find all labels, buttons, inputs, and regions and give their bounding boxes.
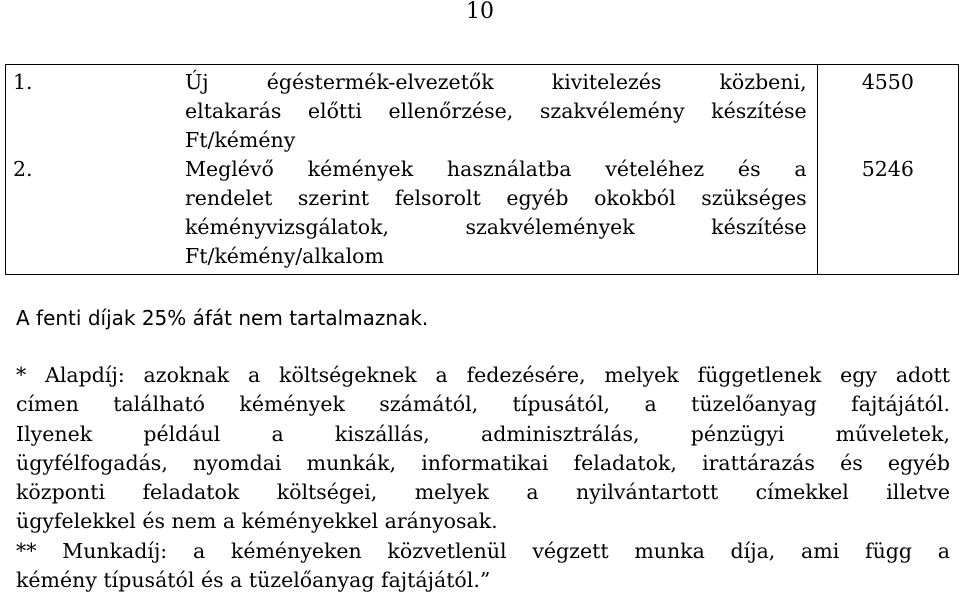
footnote-line: ügyfelekkel és nem a kéményekkel arányosak. (16, 509, 498, 534)
table-row (6, 65, 959, 275)
footnote-line: * Alapdíj: azoknak a költségeknek a fedezésére, melyek függetlenek egy adott (16, 363, 950, 387)
item-description (185, 155, 807, 271)
vat-note: A fenti díjak 25% áfát nem tartalmaznak. (16, 306, 429, 330)
item-number: 1. (13, 70, 33, 94)
price-value: 4550 (861, 70, 914, 94)
description-line: Ft/kémény (185, 128, 296, 152)
footnote-line: címen található kémények számától, típusától, a tüzelőanyag fajtájától. (16, 392, 950, 417)
fee-table (5, 64, 959, 275)
price-cell (817, 65, 958, 275)
description-line: rendelet szerint felsorolt egyéb okokból szükséges (185, 186, 807, 210)
description-line: Meglévő kémények használatba vételéhez és a (185, 157, 807, 181)
footnote-line: kémény típusától és a tüzelőanyag fajtájától.” (16, 568, 491, 593)
service-description-cell (6, 65, 818, 275)
service-item-2 (13, 155, 807, 271)
description-line: Új égéstermék-elvezetők kivitelezés közbeni, (185, 70, 807, 94)
service-item-1 (13, 68, 807, 155)
page-number: 10 (466, 0, 494, 24)
footnote-line: ügyfélfogadás, nyomdai munkák, informatikai feladatok, irattárazás és egyéb (16, 450, 950, 475)
price-value: 5246 (861, 157, 914, 181)
footnote-line: központi feladatok költségei, melyek a nyilvántartott címekkel illetve (16, 480, 950, 505)
description-line: kéményvizsgálatok, szakvélemények készítése (185, 215, 807, 239)
item-description (185, 68, 807, 155)
description-line: eltakarás előtti ellenőrzése, szakvélemény készítése (185, 99, 807, 123)
item-number: 2. (13, 157, 33, 181)
footnote-line: ** Munkadíj: a kéményeken közvetlenül végzett munka díja, ami függ a (16, 538, 950, 563)
description-line: Ft/kémény/alkalom (185, 244, 384, 268)
footnotes (16, 361, 950, 595)
footnote-line: Ilyenek például a kiszállás, adminisztrálás, pénzügyi műveletek, (16, 421, 950, 446)
